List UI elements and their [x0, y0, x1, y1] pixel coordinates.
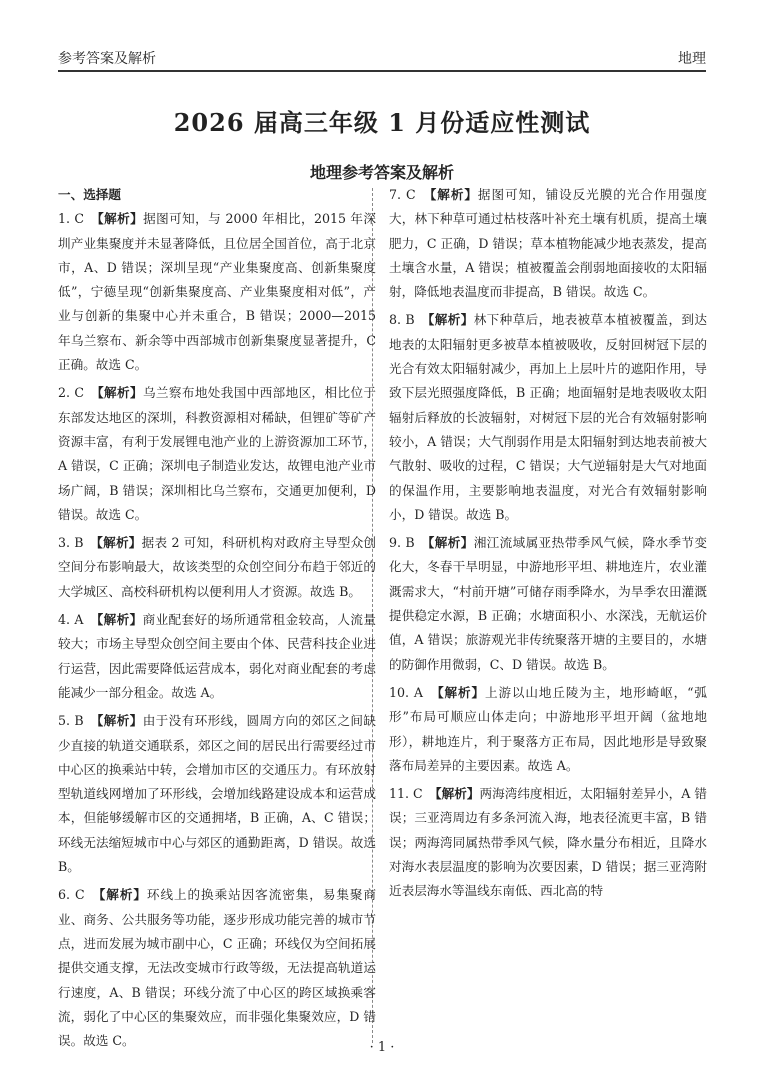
document-subtitle: 地理参考答案及解析: [309, 163, 454, 182]
answer-number: 1. C: [58, 211, 85, 227]
analysis-tag: 【解析】: [96, 612, 143, 628]
analysis-tag: 【解析】: [96, 535, 142, 551]
answer-item-10: [389, 681, 707, 778]
analysis-text: 由于没有环形线，圆周方向的郊区之间缺少直接的轨道交通联系，郊区之间的居民出行需要经过市中心区的换乘站中转，会增加市区的交通压力。有环放射型轨道线网增加了环形线，会增加线路建设成本和运营成本，但能够缓解市区的交通拥堵，B 正确，A、C 错误；环线无法缩短城市中心与郊区的通勤距离，D 错误。故选 B。: [58, 713, 377, 875]
analysis-text: 据图可知，与 2000 年相比，2015 年深圳产业集聚度并未显著降低，且位居全国首位，高于北京市，A、D 错误；深圳呈现“产业集聚度高、创新集聚度低”，宁德呈现“创新集聚度高、产业集聚度相对低”，产业与创新的集聚中心并未重合，B 错误；2000—2015 年乌兰察布、新余等中西部城市创新集聚度显著提升，C 正确。故选 C。: [58, 211, 377, 373]
answer-item-5: [58, 709, 376, 879]
analysis-text: 据表 2 可知，科研机构对政府主导型众创空间分布影响最大，故该类型的众创空间分布趋于邻近的大学城区、高校科研机构以便利用人才资源。故选 B。: [58, 535, 377, 599]
analysis-text: 湘江流域属亚热带季风气候，降水季节变化大，冬春干旱明显，中游地形平坦、耕地连片，农业灌溉需求大，“村前开塘”可储存雨季降水，为旱季农田灌溉提供稳定水源，B 正确；水塘面积小、水深浅，无航运价值，A 错误；旅游观光非传统聚落开塘的主要目的，水塘的防御作用微弱，C、D 错误。故选 B。: [389, 535, 708, 672]
answer-number: 3. B: [58, 535, 84, 551]
page-number: · 1 ·: [369, 1040, 395, 1055]
answer-item-2: [58, 381, 376, 527]
analysis-text: 环线上的换乘站因客流密集，易集聚商业、商务、公共服务等功能，逐步形成功能完善的城市节点，进而发展为城市副中心，C 正确；环线仅为空间拓展提供交通支撑，无法改变城市行政等级，无法提高轨道运行速度，A、B 错误；环线分流了中心区的跨区域换乘客流，弱化了中心区的集聚效应，而非强化集聚效应，D 错误。故选 C。: [58, 887, 377, 1049]
answer-item-9: [389, 531, 707, 677]
analysis-tag: 【解析】: [437, 684, 485, 700]
answer-item-4: [58, 608, 376, 705]
analysis-tag: 【解析】: [97, 211, 144, 227]
analysis-text: 两海湾纬度相近，太阳辐射差异小，A 错误；三亚湾周边有多条河流入海，地表径流更丰富，B 错误；两海湾同属热带季风气候，降水量分布相近，且降水对海水表层温度的影响为次要因素，D 错误；据三亚湾附近表层海水等温线东南低、西北高的特: [389, 786, 707, 899]
header-subject: 地理: [678, 51, 706, 67]
answer-item-1: [58, 207, 376, 377]
analysis-tag: 【解析】: [430, 187, 478, 202]
answer-item-8: [389, 308, 707, 527]
analysis-text: 乌兰察布地处我国中西部地区，相比位于东部发达地区的深圳，科教资源相对稀缺，但锂矿等矿产资源丰富，有利于发展锂电池产业的上游资源加工环节，A 错误，C 正确；深圳电子制造业发达，故锂电池产业市场广阔，B 错误；深圳相比乌兰察布，交通更加便利，D 错误。故选 C。: [58, 385, 377, 522]
answer-number: 4. A: [58, 612, 84, 628]
analysis-text: 据图可知，铺设反光膜的光合作用强度大，林下种草可通过枯枝落叶补充土壤有机质，提高土壤肥力，C 正确，D 错误；草本植物能减少地表蒸发，提高土壤含水量，A 错误；植被覆盖会削弱地面接收的太阳辐射，降低地表温度而非提高，B 错误。故选 C。: [389, 187, 708, 300]
analysis-tag: 【解析】: [99, 887, 147, 903]
analysis-tag: 【解析】: [97, 385, 143, 401]
answer-number: 8. B: [389, 312, 415, 328]
answer-item-3: [58, 531, 376, 604]
answer-number: 9. B: [389, 535, 415, 551]
document-title: 2026 届高三年级 1 月份适应性测试: [173, 108, 591, 137]
right-column: [389, 183, 707, 908]
answer-number: 2. C: [58, 385, 85, 401]
analysis-tag: 【解析】: [97, 713, 143, 729]
analysis-tag: 【解析】: [428, 312, 474, 328]
answer-item-7: [389, 183, 707, 304]
answer-item-11: [389, 782, 707, 903]
answer-number: 5. B: [58, 713, 84, 729]
page-header: [58, 44, 706, 72]
section-heading: 一、选择题: [58, 187, 121, 202]
answer-item-6: [58, 883, 376, 1053]
answer-number: 6. C: [58, 887, 85, 903]
analysis-tag: 【解析】: [435, 786, 480, 802]
answer-number: 7. C: [389, 187, 416, 202]
header-left: 参考答案及解析: [58, 51, 156, 67]
answer-number: 11. C: [389, 786, 423, 802]
analysis-tag: 【解析】: [428, 535, 474, 551]
analysis-text: 林下种草后，地表被草本植被覆盖，到达地表的太阳辐射更多被草本植被吸收，反射回树冠下层的光合有效太阳辐射减少，再加上上层叶片的遮阳作用，导致下层光照强度降低，B 正确；地面辐射是地表吸收太阳辐射后释放的长波辐射，对树冠下层的光合有效辐射影响较小，A 错误；大气削弱作用是太阳辐射到达地表前被大气散射、吸收的过程，C 错误；大气逆辐射是大气对地面的保温作用，主要影响地表温度，对光合有效辐射影响小，D 错误。故选 B。: [389, 312, 708, 522]
answer-number: 10. A: [389, 684, 424, 700]
analysis-text: 商业配套好的场所通常租金较高，人流量较大；市场主导型众创空间主要由个体、民营科技企业进行运营，因此需要降低运营成本，弱化对商业配套的考虑能减少一部分租金。故选 A。: [58, 612, 377, 700]
analysis-text: 上游以山地丘陵为主，地形崎岖，“弧形”布局可顺应山体走向；中游地形平坦开阔（盆地地形），耕地连片，利于聚落方正布局，因此地形是导致聚落布局差异的主要因素。故选 A。: [389, 684, 707, 773]
left-column: [58, 183, 376, 1057]
